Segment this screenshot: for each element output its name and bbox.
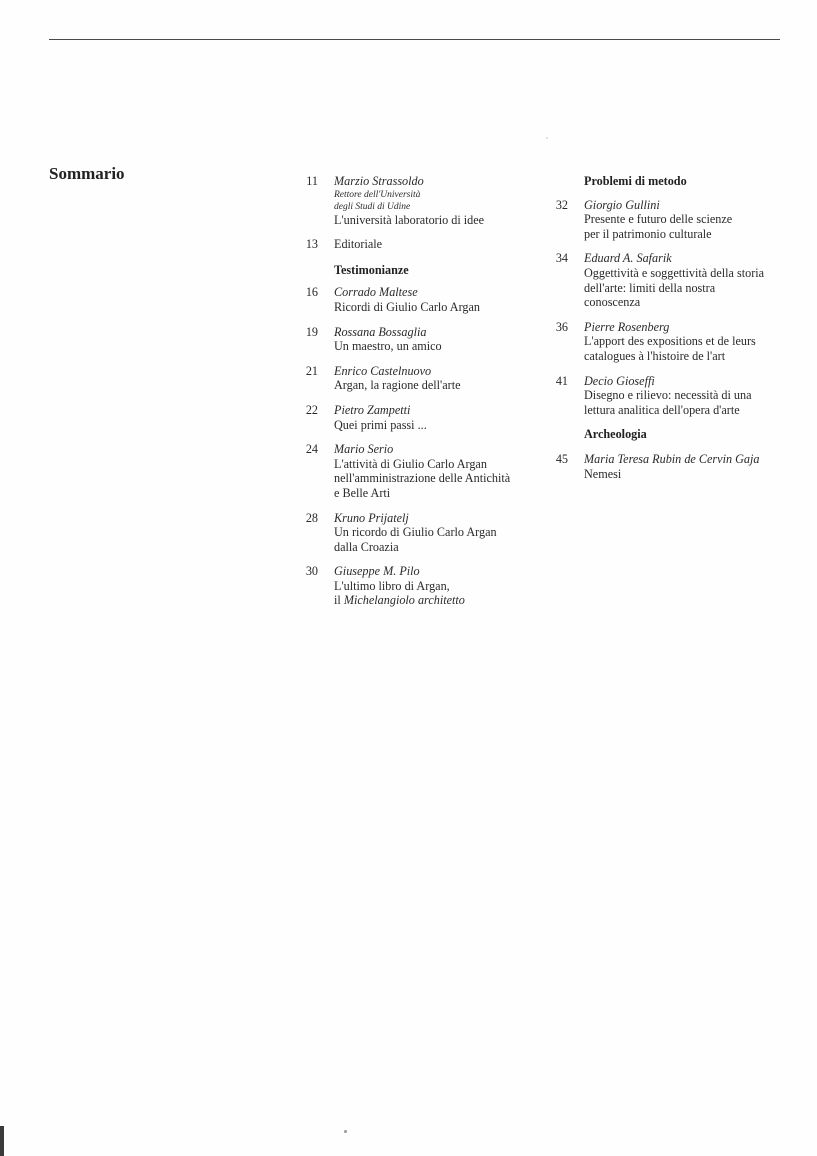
page-number: 11 [306, 174, 318, 188]
entry-title: Editoriale [334, 237, 383, 252]
page-number: 19 [305, 324, 318, 339]
entry-title: L'ultimo libro di Argan, [334, 578, 450, 593]
section-heading: Archeologia [584, 427, 647, 442]
page-number: 36 [555, 319, 568, 334]
page-number: 16 [305, 285, 318, 300]
entry-title: L'università laboratorio di idee [334, 212, 485, 227]
toc-entry [546, 320, 786, 364]
page-number: 24 [305, 442, 318, 457]
entry-author: Eduard A. Safarik [584, 251, 672, 266]
entry-title: dell'arte: limiti della nostra [584, 280, 716, 295]
entry-title: Quei primi passi ... [334, 417, 427, 432]
entry-title: Ricordi di Giulio Carlo Argan [334, 299, 481, 314]
section-heading: Testimonianze [334, 262, 409, 277]
entry-title: conoscenza [584, 295, 641, 310]
entry-affiliation: Rettore dell'Università [334, 189, 421, 200]
entry-title: per il patrimonio culturale [584, 226, 712, 241]
entry-title: e Belle Arti [334, 485, 391, 500]
page-number: 32 [555, 197, 568, 212]
toc-entry [296, 237, 546, 252]
entry-title: lettura analitica dell'opera d'arte [584, 402, 740, 417]
entry-title: L'apport des expositions et de leurs [584, 334, 756, 349]
toc-entry [546, 452, 786, 481]
toc-column-2 [546, 164, 786, 481]
page-number: 41 [555, 373, 568, 388]
entry-title: il Michelangiolo architetto [334, 593, 465, 608]
toc-entry [546, 251, 786, 309]
toc-entry [296, 403, 546, 432]
entry-author: Corrado Maltese [334, 285, 418, 300]
entry-title: L'attività di Giulio Carlo Argan [334, 456, 487, 471]
entry-title: dalla Croazia [334, 539, 399, 554]
entry-author: Marzio Strassoldo [334, 174, 424, 188]
entry-title: nell'amministrazione delle Antichità [334, 471, 511, 486]
entry-author: Pietro Zampetti [334, 402, 411, 417]
toc-entry [296, 511, 546, 555]
toc-entry [296, 564, 546, 608]
entry-title: Oggettività e soggettività della storia [584, 265, 765, 280]
entry-title-italic: Michelangiolo architetto [343, 593, 465, 608]
toc-entry [296, 442, 546, 500]
entry-title: Presente e futuro delle scienze [584, 212, 733, 227]
toc-entry [546, 198, 786, 242]
entry-title: catalogues à l'histoire de l'art [584, 348, 726, 363]
entry-author: Mario Serio [334, 442, 394, 457]
entry-affiliation: degli Studi di Udine [334, 201, 411, 212]
entry-title: Un ricordo di Giulio Carlo Argan [334, 525, 497, 540]
entry-author: Rossana Bossaglia [334, 324, 427, 339]
page-number: 13 [305, 237, 318, 252]
section-heading: Problemi di metodo [584, 174, 687, 188]
toc-entry [546, 374, 786, 418]
entry-author: Decio Gioseffi [584, 373, 655, 388]
toc-column-1 [296, 164, 546, 608]
entry-title: Argan, la ragione dell'arte [334, 378, 461, 393]
entry-title: Disegno e rilievo: necessità di una [584, 388, 752, 403]
entry-author: Pierre Rosenberg [584, 319, 670, 334]
page-number: 21 [305, 363, 318, 378]
toc-entry [296, 364, 546, 393]
scan-edge-mark [0, 1126, 4, 1156]
entry-author: Maria Teresa Rubin de Cervin Gaja [584, 451, 760, 466]
entry-author: Enrico Castelnuovo [334, 363, 432, 378]
page-number: 34 [555, 251, 568, 266]
page-title: Sommario [49, 164, 125, 183]
toc-entry [296, 174, 546, 227]
entry-title: Nemesi [584, 466, 622, 481]
entry-title: Un maestro, un amico [334, 339, 442, 354]
entry-author: Kruno Prijatelj [334, 510, 409, 525]
entry-author: Giuseppe M. Pilo [334, 564, 420, 579]
toc-entry [296, 285, 546, 314]
top-rule [49, 39, 780, 40]
toc-entry [296, 325, 546, 354]
paper-speck [546, 137, 548, 139]
page-number: 30 [305, 564, 318, 579]
entry-author: Giorgio Gullini [584, 197, 660, 212]
paper-speck [344, 1130, 347, 1133]
page-number: 22 [305, 402, 318, 417]
page-number: 45 [555, 451, 568, 466]
page-number: 28 [305, 510, 318, 525]
